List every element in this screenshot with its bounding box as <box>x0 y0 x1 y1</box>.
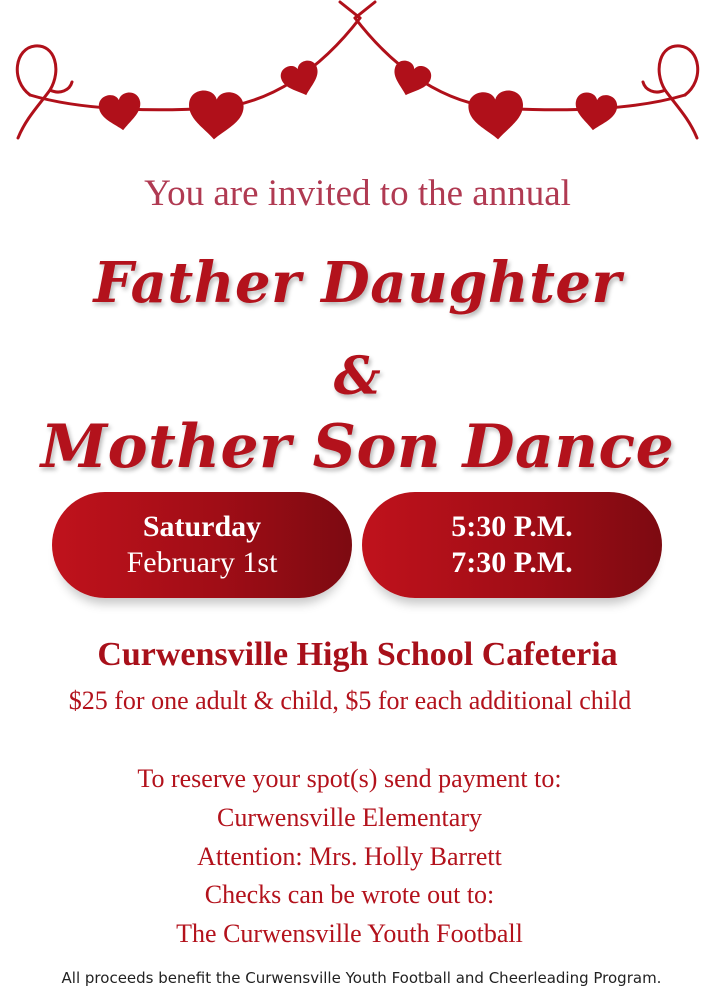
reservation-line-5: The Curwensville Youth Football <box>176 919 523 948</box>
event-title-ampersand: & <box>333 346 382 407</box>
event-venue: Curwensville High School Cafeteria <box>97 636 618 673</box>
reservation-line-3: Attention: Mrs. Holly Barrett <box>197 842 502 871</box>
heart-garland-icon <box>0 0 715 160</box>
event-title-line2: Mother Son Dance <box>40 412 675 482</box>
date-pill <box>52 492 352 598</box>
reservation-line-1: To reserve your spot(s) send payment to: <box>137 764 562 793</box>
time-pill <box>362 492 662 598</box>
invitation-intro: You are invited to the annual <box>144 173 571 214</box>
event-title-line1: Father Daughter <box>93 250 622 316</box>
event-end-time: 7:30 P.M. <box>451 546 573 579</box>
event-start-time: 5:30 P.M. <box>451 510 573 543</box>
reservation-line-4: Checks can be wrote out to: <box>204 880 495 909</box>
event-day: Saturday <box>142 510 262 543</box>
ticket-price: $25 for one adult & child, $5 for each additional child <box>68 686 632 715</box>
proceeds-footer: All proceeds benefit the Curwensville Youth Football and Cheerleading Program. <box>61 969 662 987</box>
reservation-line-2: Curwensville Elementary <box>217 803 482 832</box>
event-date: February 1st <box>126 546 278 579</box>
